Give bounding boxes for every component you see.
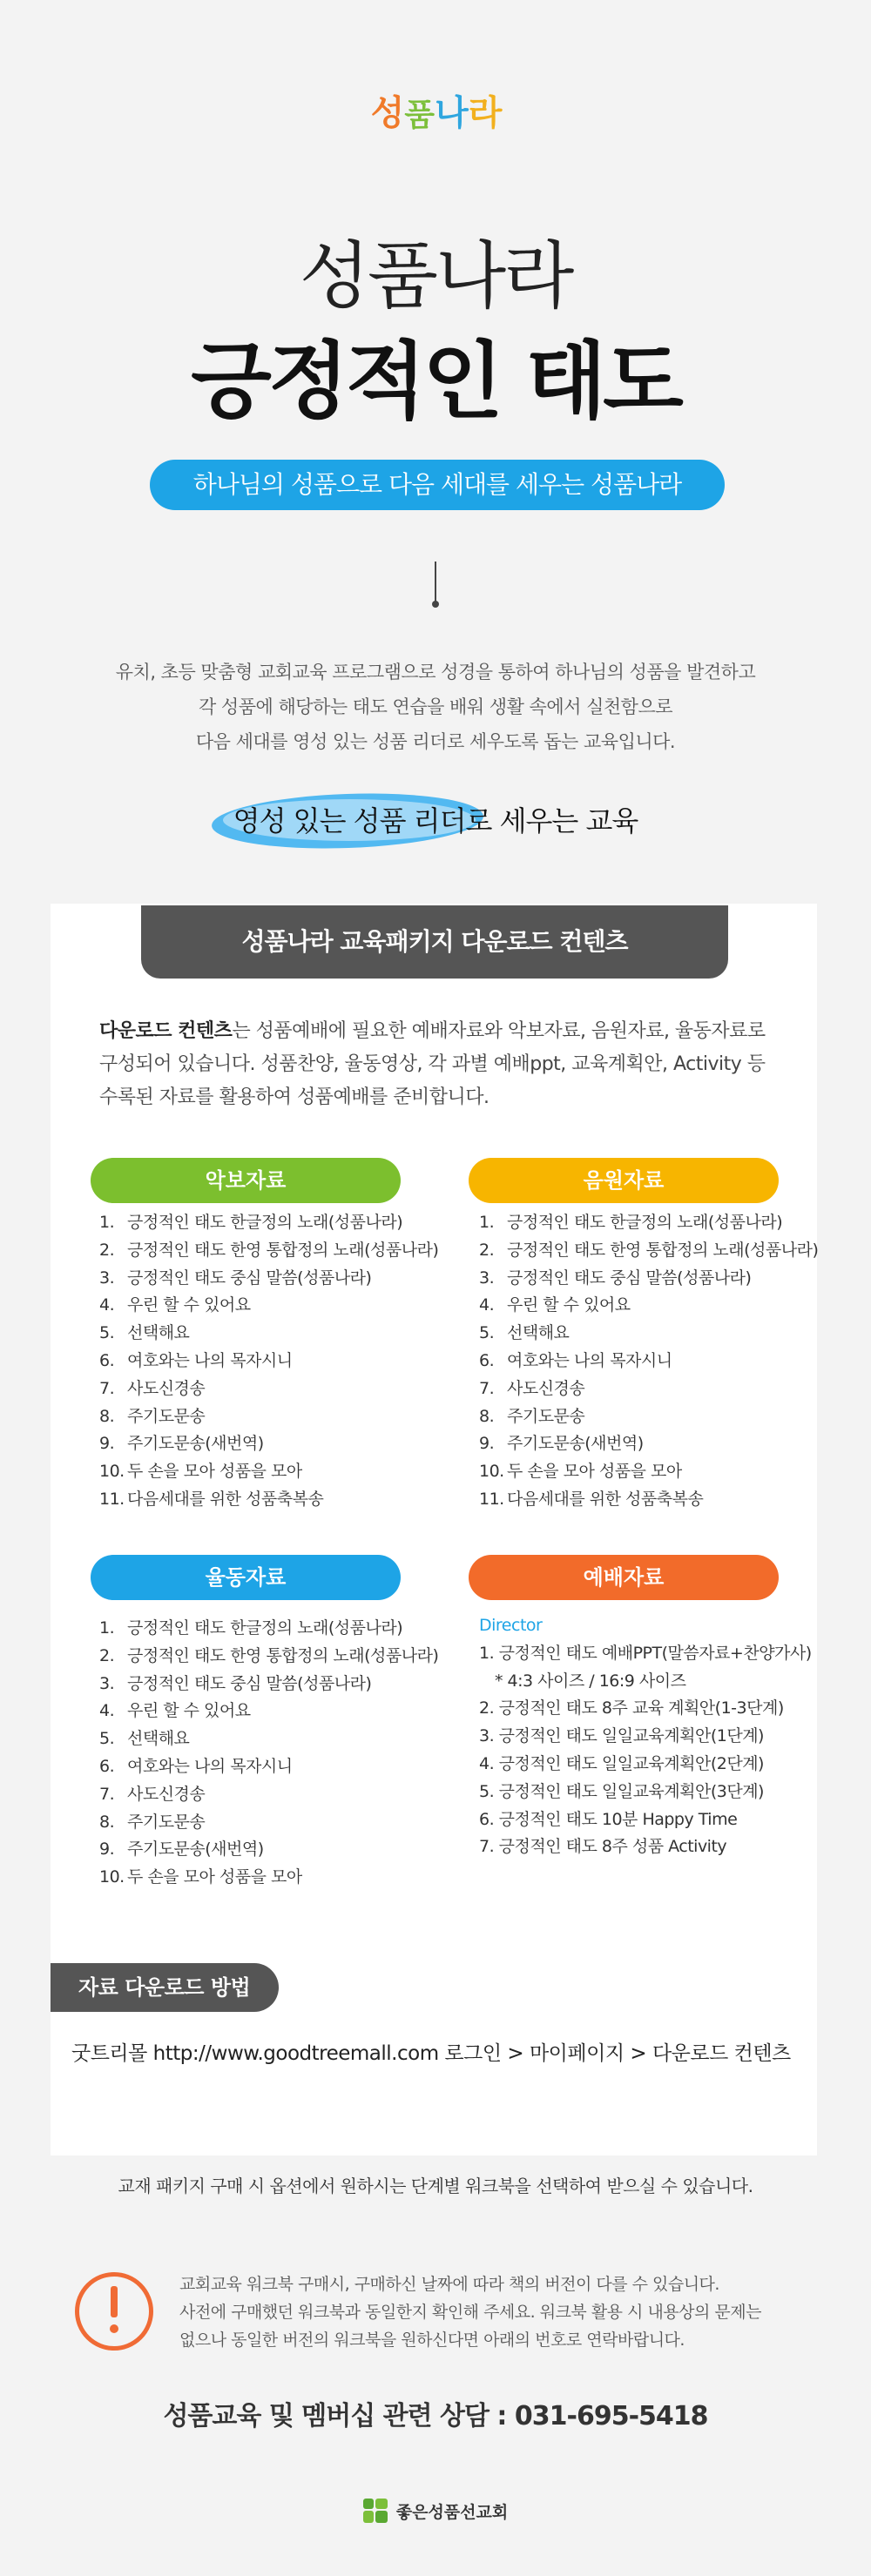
logo-char: 품	[404, 98, 434, 133]
list-item: 5. 선택해요	[479, 1323, 570, 1343]
intro-text	[0, 655, 871, 759]
dance-list	[99, 1615, 438, 1892]
list-item: 2. 긍정적인 태도 한영 통합정의 노래(성품나라)	[99, 1240, 439, 1260]
list-item: 5. 선택해요	[99, 1323, 190, 1343]
download-method-tab: 자료 다운로드 방법	[51, 1963, 279, 2012]
list-item: 1. 긍정적인 태도 한글정의 노래(성품나라)	[99, 1213, 403, 1232]
warning-line: 사전에 구매했던 워크북과 동일한지 확인해 주세요. 워크북 활용 시 내용상의 문제는	[179, 2303, 761, 2322]
list-item: 2. 긍정적인 태도 8주 교육 계획안(1-3단계)	[479, 1698, 784, 1718]
package-description	[99, 1015, 787, 1114]
hero-title-line2: 긍정적인 태도	[191, 333, 680, 430]
logo-char: 나	[435, 93, 467, 133]
category-sheet-music: 악보자료	[91, 1158, 401, 1203]
slogan: 영성 있는 성품 리더로 세우는 교육	[233, 804, 638, 837]
list-item: 10. 두 손을 모아 성품을 모아	[99, 1462, 302, 1482]
list-item: 9. 주기도문송(새번역)	[99, 1434, 264, 1454]
list-item: 5. 선택해요	[99, 1729, 190, 1749]
list-item: 8. 주기도문송	[99, 1812, 206, 1832]
workbook-note: 교재 패키지 구매 시 옵션에서 원하시는 단계별 워크북을 선택하여 받으실 수 있습니다.	[118, 2176, 753, 2196]
hero-title-line1: 성품나라	[299, 233, 572, 319]
list-item: 10. 두 손을 모아 성품을 모아	[479, 1462, 682, 1482]
warning-line: 교회교육 워크북 구매시, 구매하신 날짜에 따라 책의 버전이 다를 수 있습니다.	[179, 2275, 719, 2294]
director-label: Director	[479, 1616, 543, 1635]
list-item-note: * 4:3 사이즈 / 16:9 사이즈	[495, 1671, 686, 1691]
list-item: 2. 긍정적인 태도 한영 통합정의 노래(성품나라)	[99, 1645, 439, 1665]
good-tree-logo-icon	[363, 2499, 389, 2523]
brand-logo	[0, 85, 871, 135]
list-item: 4. 우린 할 수 있어요	[479, 1295, 631, 1315]
warning-line: 없으나 동일한 버전의 워크북을 원하신다면 아래의 번호로 연락바랍니다.	[179, 2331, 685, 2350]
list-item: 3. 긍정적인 태도 중심 말씀(성품나라)	[99, 1673, 372, 1693]
list-item: 4. 우린 할 수 있어요	[99, 1295, 251, 1315]
footer	[0, 2499, 871, 2526]
tagline-pill: 하나님의 성품으로 다음 세대를 세우는 성품나라	[150, 460, 725, 510]
list-item: 11. 다음세대를 위한 성품축복송	[479, 1489, 704, 1509]
sheet-music-list	[99, 1209, 438, 1514]
list-item: 5. 긍정적인 태도 일일교육계획안(3단계)	[479, 1781, 764, 1801]
list-item: 7. 긍정적인 태도 8주 성품 Activity	[479, 1837, 727, 1857]
list-item: 1. 긍정적인 태도 한글정의 노래(성품나라)	[479, 1213, 783, 1232]
contact-info: 성품교육 및 멤버십 관련 상담 : 031-695-5418	[163, 2401, 708, 2431]
list-item: 4. 우린 할 수 있어요	[99, 1701, 251, 1721]
list-item: 1. 긍정적인 태도 예배PPT(말씀자료+찬양가사)	[479, 1643, 812, 1663]
panel-heading: 성품나라 교육패키지 다운로드 컨텐츠	[141, 905, 728, 979]
desc-line: 수록된 자료를 활용하여 성품예배를 준비합니다.	[99, 1086, 490, 1108]
list-item: 3. 긍정적인 태도 중심 말씀(성품나라)	[99, 1268, 372, 1288]
intro-line: 각 성품에 해당하는 태도 연습을 배워 생활 속에서 실천함으로	[198, 696, 673, 717]
list-item: 6. 여호와는 나의 목자시니	[99, 1350, 293, 1370]
audio-list	[479, 1209, 818, 1514]
warning-icon-dot	[110, 2324, 118, 2333]
warning-icon-bar	[111, 2286, 118, 2317]
intro-line: 유치, 초등 맞춤형 교회교육 프로그램으로 성경을 통하여 하나님의 성품을 발견하고	[115, 662, 756, 683]
logo-char: 성	[370, 93, 403, 133]
list-item: 7. 사도신경송	[99, 1784, 206, 1804]
warning-text	[179, 2270, 807, 2354]
list-item: 8. 주기도문송	[479, 1406, 585, 1426]
list-item: 6. 여호와는 나의 목자시니	[479, 1350, 672, 1370]
list-item: 1. 긍정적인 태도 한글정의 노래(성품나라)	[99, 1618, 403, 1638]
list-item: 11. 다음세대를 위한 성품축복송	[99, 1489, 324, 1509]
list-item: 8. 주기도문송	[99, 1406, 206, 1426]
list-item: 9. 주기도문송(새번역)	[479, 1434, 644, 1454]
list-item: 7. 사도신경송	[99, 1378, 206, 1398]
list-item: 6. 긍정적인 태도 10분 Happy Time	[479, 1809, 738, 1829]
logo-char: 라	[468, 93, 501, 133]
divider-line	[435, 562, 436, 603]
list-item: 2. 긍정적인 태도 한영 통합정의 노래(성품나라)	[479, 1240, 819, 1260]
category-worship: 예배자료	[469, 1555, 779, 1600]
list-item: 10. 두 손을 모아 성품을 모아	[99, 1867, 302, 1887]
desc-rest: 는 성품예배에 필요한 예배자료와 악보자료, 음원자료, 율동자료로	[232, 1020, 766, 1042]
worship-list	[479, 1612, 812, 1861]
list-item: 6. 여호와는 나의 목자시니	[99, 1756, 293, 1776]
category-dance: 율동자료	[91, 1555, 401, 1600]
list-item: 4. 긍정적인 태도 일일교육계획안(2단계)	[479, 1753, 764, 1773]
category-audio: 음원자료	[469, 1158, 779, 1203]
list-item: 9. 주기도문송(새번역)	[99, 1840, 264, 1860]
divider-dot	[432, 601, 439, 608]
org-name: 좋은성품선교회	[395, 2502, 509, 2522]
list-item: 3. 긍정적인 태도 일일교육계획안(1단계)	[479, 1726, 764, 1746]
intro-line: 다음 세대를 영성 있는 성품 리더로 세우도록 돕는 교육입니다.	[195, 731, 676, 752]
desc-bold: 다운로드 컨텐츠	[99, 1020, 233, 1042]
list-item: 7. 사도신경송	[479, 1378, 585, 1398]
desc-line: 구성되어 있습니다. 성품찬양, 율동영상, 각 과별 예배ppt, 교육계획안, Activity 등	[99, 1053, 766, 1075]
list-item: 3. 긍정적인 태도 중심 말씀(성품나라)	[479, 1268, 752, 1288]
download-instructions: 굿트리몰 http://www.goodtreemall.com 로그인 > 마이페이지 > 다운로드 컨텐츠	[71, 2042, 791, 2065]
